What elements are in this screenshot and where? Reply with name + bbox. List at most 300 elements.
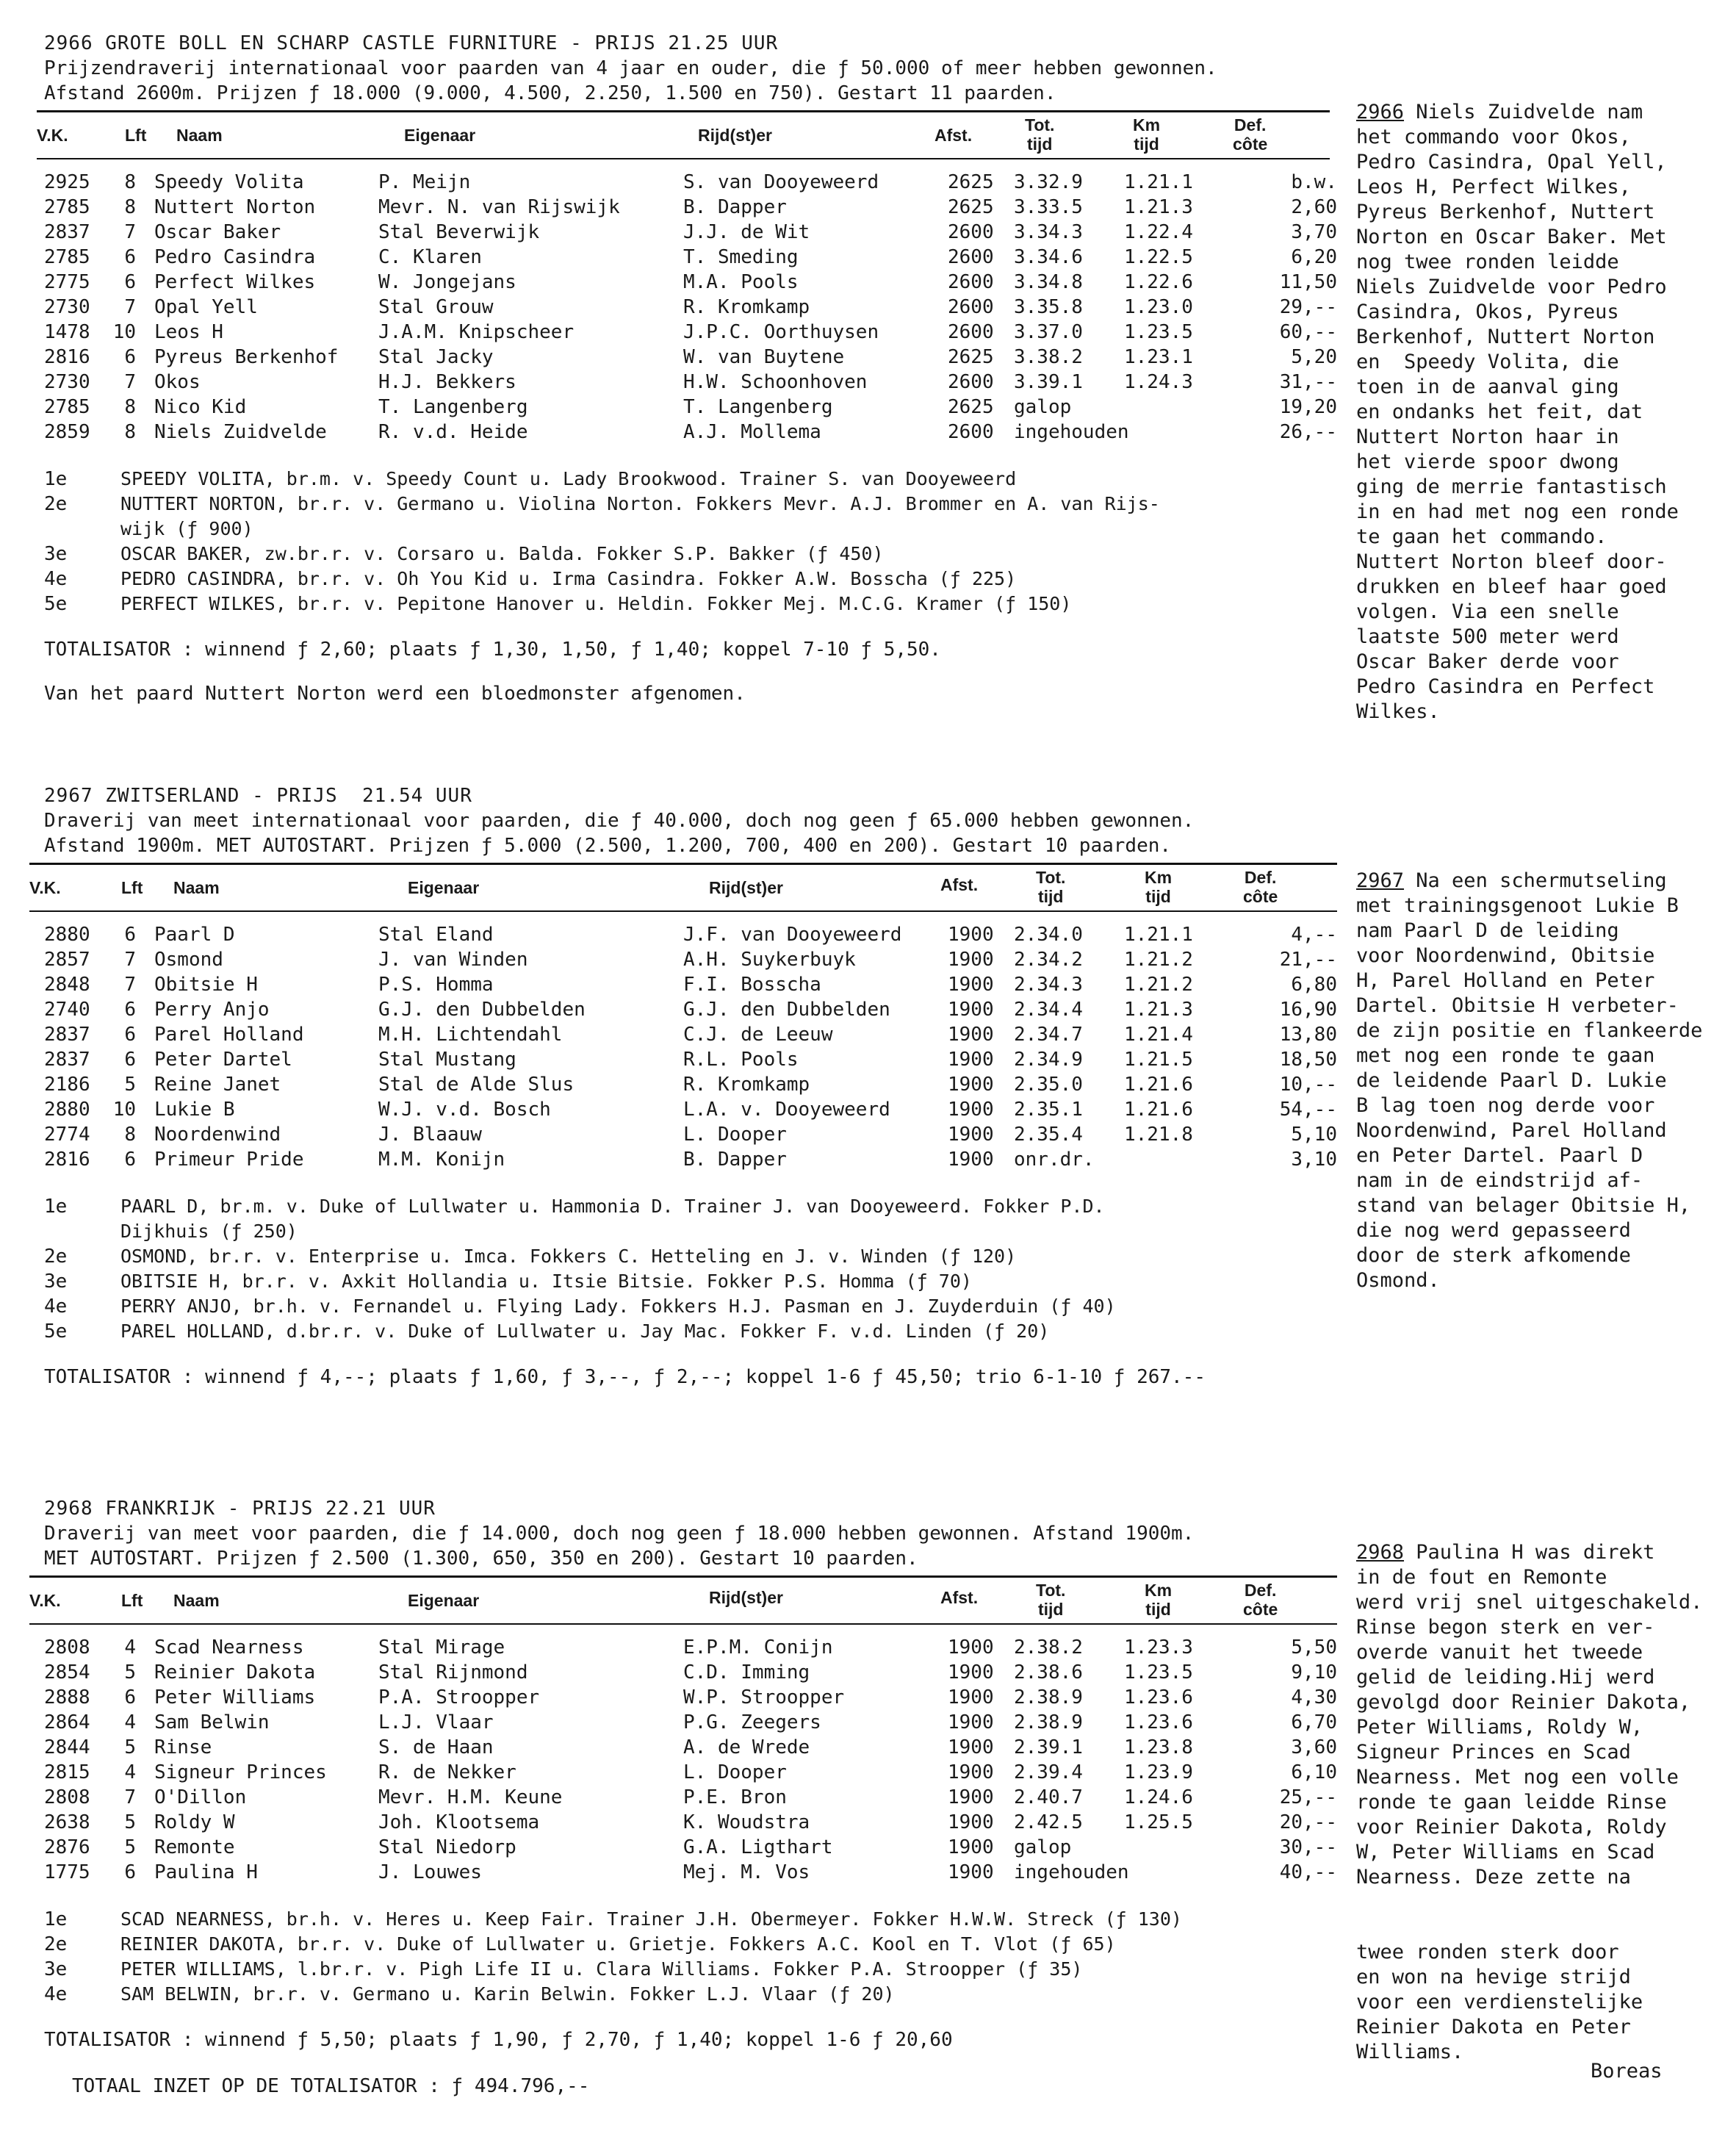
signature: Boreas (1591, 2060, 1663, 2083)
col-def-cote: Def. côte (1233, 115, 1268, 154)
cell-km-tijd: 1.23.6 (1124, 1711, 1193, 1733)
placing-text: PAREL HOLLAND, d.br.r. v. Duke of Lullwater u. Jay Mac. Fokker F. v.d. Linden (ƒ 20) (120, 1320, 1050, 1342)
table-row (44, 1785, 1352, 1810)
cell-def-cote: 10,-- (1279, 1074, 1337, 1096)
cell-vk: 2837 (44, 1049, 90, 1071)
race-note: Van het paard Nuttert Norton werd een bloedmonster afgenomen. (44, 683, 746, 705)
race-conditions: Draverij van meet internationaal voor paarden, die ƒ 40.000, doch nog geen ƒ 65.000 hebben gewonnen. Afstand 1900m. MET AUTOSTART. Prijzen ƒ 5.000 (2.500, 1.200, 700, 400 en 200). Gestart 10 paarden. (44, 810, 1195, 857)
cell-rijder: R.L. Pools (683, 1049, 799, 1071)
commentary-line: in de fout en Remonte (1356, 1566, 1607, 1589)
commentary-line: Peter Williams, Roldy W, (1356, 1716, 1643, 1739)
cell-vk: 2815 (44, 1761, 90, 1783)
cell-eigenaar: Stal Rijnmond (378, 1661, 528, 1684)
cell-rijder: H.W. Schoonhoven (683, 371, 868, 393)
cell-tot-tijd: 2.42.5 (1014, 1811, 1083, 1833)
cell-km-tijd: 1.21.1 (1124, 171, 1193, 193)
cell-rijder: T. Smeding (683, 246, 799, 268)
cell-def-cote: 5,10 (1291, 1124, 1337, 1146)
cell-afst: 1900 (948, 1736, 994, 1758)
commentary-line: Pedro Casindra, Opal Yell, (1356, 151, 1667, 173)
placing-row (44, 1294, 1352, 1319)
cell-afst: 1900 (948, 1636, 994, 1659)
commentary-line: twee ronden sterk door (1356, 1941, 1619, 1963)
cell-km-tijd: 1.23.5 (1124, 321, 1193, 343)
cell-eigenaar: M.M. Konijn (378, 1149, 505, 1171)
col-tot-tijd: Tot. tijd (1036, 868, 1066, 906)
results-table (44, 922, 1352, 1172)
cell-vk: 2730 (44, 371, 90, 393)
cell-tot-tijd: 2.34.2 (1014, 949, 1083, 971)
cell-rijder: E.P.M. Conijn (683, 1636, 833, 1659)
cell-def-cote: 6,70 (1291, 1711, 1337, 1733)
commentary-line: Reinier Dakota en Peter (1356, 2016, 1631, 2038)
cell-lft: 8 (124, 1124, 136, 1146)
commentary-line: gevolgd door Reinier Dakota, (1356, 1691, 1691, 1714)
cell-naam: Peter Dartel (154, 1049, 292, 1071)
cell-vk: 2638 (44, 1811, 90, 1833)
cell-lft: 7 (124, 296, 136, 318)
commentary-line: Casindra, Okos, Pyreus (1356, 301, 1619, 323)
commentary-line: toen in de aanval ging (1356, 375, 1619, 398)
placing-row (44, 567, 1352, 592)
cell-eigenaar: Stal Eland (378, 924, 494, 946)
placing-text: PAARL D, br.m. v. Duke of Lullwater u. Hammonia D. Trainer J. van Dooyeweerd. Fokker P.D. Dijkhuis (ƒ 250) (120, 1196, 1105, 1242)
cell-naam: Remonte (154, 1836, 235, 1858)
cell-vk: 2837 (44, 221, 90, 243)
cell-lft: 6 (124, 346, 136, 368)
cell-km-tijd: 1.23.0 (1124, 296, 1193, 318)
cell-km-tijd: 1.23.3 (1124, 1636, 1193, 1659)
cell-eigenaar: J. van Winden (378, 949, 528, 971)
cell-eigenaar: Stal Beverwijk (378, 221, 540, 243)
cell-rijder: C.D. Imming (683, 1661, 810, 1684)
race-title: 2967 ZWITSERLAND - PRIJS 21.54 UUR (44, 785, 472, 807)
table-row (44, 270, 1352, 295)
cell-rijder: G.A. Ligthart (683, 1836, 833, 1858)
cell-vk: 2925 (44, 171, 90, 193)
cell-rijder: R. Kromkamp (683, 296, 810, 318)
cell-afst: 2600 (948, 271, 994, 293)
cell-def-cote: 19,20 (1279, 396, 1337, 418)
cell-vk: 2888 (44, 1686, 90, 1708)
cell-rijder: S. van Dooyeweerd (683, 171, 879, 193)
placing-text: PERRY ANJO, br.h. v. Fernandel u. Flying Lady. Fokkers H.J. Pasman en J. Zuyderduin (ƒ 40) (120, 1296, 1116, 1317)
cell-eigenaar: W.J. v.d. Bosch (378, 1099, 551, 1121)
cell-rijder: L. Dooper (683, 1761, 787, 1783)
cell-eigenaar: Mevr. N. van Rijswijk (378, 196, 620, 218)
col-eigenaar: Eigenaar (404, 126, 476, 145)
table-row (44, 420, 1352, 445)
cell-lft: 8 (124, 421, 136, 443)
race-title: 2968 FRANKRIJK - PRIJS 22.21 UUR (44, 1498, 436, 1520)
cell-lft: 6 (124, 271, 136, 293)
cell-rijder: W.P. Stroopper (683, 1686, 845, 1708)
cell-def-cote: 4,30 (1291, 1686, 1337, 1708)
commentary-line: volgen. Via een snelle (1356, 600, 1619, 623)
placings (44, 1907, 1352, 2007)
cell-rijder: J.F. van Dooyeweerd (683, 924, 902, 946)
table-row (44, 170, 1352, 195)
placing-text: PERFECT WILKES, br.r. v. Pepitone Hanover u. Heldin. Fokker Mej. M.C.G. Kramer (ƒ 150) (120, 593, 1072, 614)
cell-def-cote: 29,-- (1279, 296, 1337, 318)
placing-row (44, 1194, 1352, 1244)
cell-naam: Sam Belwin (154, 1711, 270, 1733)
cell-naam: Perry Anjo (154, 999, 270, 1021)
commentary-line: Wilkes. (1356, 700, 1440, 723)
cell-vk: 2808 (44, 1636, 90, 1659)
commentary-text: Niels Zuidvelde nam (1404, 101, 1643, 123)
table-header (29, 1575, 1337, 1625)
col-naam: Naam (176, 126, 223, 145)
cell-lft: 10 (112, 1099, 136, 1121)
cell-lft: 6 (124, 1049, 136, 1071)
cell-def-cote: 25,-- (1279, 1786, 1337, 1808)
cell-afst: 2600 (948, 246, 994, 268)
commentary-2968-cont (1356, 1940, 1724, 2065)
placing-row (44, 1319, 1352, 1344)
cell-km-tijd: 1.23.5 (1124, 1661, 1193, 1684)
table-row (44, 997, 1352, 1022)
table-row (44, 295, 1352, 320)
cell-rijder: L.A. v. Dooyeweerd (683, 1099, 890, 1121)
commentary-line: in en had met nog een ronde (1356, 500, 1679, 523)
race-number: 2967 (1356, 869, 1405, 892)
cell-km-tijd: 1.21.2 (1124, 974, 1193, 996)
cell-rijder: B. Dapper (683, 1149, 787, 1171)
placing-rank: 1e (44, 1908, 68, 1930)
cell-vk: 1478 (44, 321, 90, 343)
cell-tot-tijd: ingehouden (1014, 421, 1129, 443)
cell-naam: Primeur Pride (154, 1149, 304, 1171)
commentary-line: Rinse begon sterk en ver- (1356, 1616, 1655, 1639)
cell-def-cote: 6,80 (1291, 974, 1337, 996)
cell-vk: 2740 (44, 999, 90, 1021)
commentary-line: Williams. (1356, 2041, 1464, 2063)
commentary-first-line (1356, 869, 1724, 894)
cell-tot-tijd: 2.34.4 (1014, 999, 1083, 1021)
cell-naam: Opal Yell (154, 296, 258, 318)
cell-tot-tijd: 3.32.9 (1014, 171, 1083, 193)
table-row (44, 1147, 1352, 1172)
commentary-line: het commando voor Okos, (1356, 126, 1631, 148)
col-tot-tijd: Tot. tijd (1036, 1581, 1066, 1619)
table-row (44, 1635, 1352, 1660)
cell-tot-tijd: onr.dr. (1014, 1149, 1095, 1171)
col-vk: V.K. (29, 1591, 61, 1610)
race-2968 (29, 1496, 1352, 2052)
col-rijder: Rijd(st)er (709, 878, 783, 897)
cell-km-tijd: 1.21.3 (1124, 999, 1193, 1021)
commentary-2968 (1356, 1540, 1724, 1890)
cell-eigenaar: Stal de Alde Slus (378, 1074, 575, 1096)
commentary-line: die nog werd gepasseerd (1356, 1219, 1631, 1242)
placing-text: PEDRO CASINDRA, br.r. v. Oh You Kid u. Irma Casindra. Fokker A.W. Bosscha (ƒ 225) (120, 568, 1017, 589)
cell-tot-tijd: 3.34.8 (1014, 271, 1083, 293)
cell-rijder: W. van Buytene (683, 346, 845, 368)
placing-text: REINIER DAKOTA, br.r. v. Duke of Lullwater u. Grietje. Fokkers A.C. Kool en T. Vlot (ƒ 65) (120, 1933, 1116, 1955)
cell-afst: 2625 (948, 346, 994, 368)
placing-rank: 3e (44, 543, 68, 565)
cell-rijder: P.G. Zeegers (683, 1711, 821, 1733)
cell-lft: 5 (124, 1736, 136, 1758)
cell-tot-tijd: galop (1014, 396, 1072, 418)
commentary-line: stand van belager Obitsie H, (1356, 1194, 1691, 1217)
cell-eigenaar: J. Louwes (378, 1861, 482, 1883)
placings (44, 1194, 1352, 1344)
results-table (44, 1635, 1352, 1885)
cell-eigenaar: Joh. Klootsema (378, 1811, 540, 1833)
table-row (44, 947, 1352, 972)
cell-afst: 1900 (948, 924, 994, 946)
cell-lft: 6 (124, 924, 136, 946)
cell-naam: Peter Williams (154, 1686, 316, 1708)
cell-tot-tijd: galop (1014, 1836, 1072, 1858)
cell-lft: 6 (124, 999, 136, 1021)
cell-tot-tijd: 3.39.1 (1014, 371, 1083, 393)
table-row (44, 1660, 1352, 1685)
commentary-line: Pedro Casindra en Perfect (1356, 675, 1655, 698)
col-lft: Lft (121, 1591, 143, 1610)
cell-lft: 4 (124, 1711, 136, 1733)
cell-eigenaar: P. Meijn (378, 171, 471, 193)
cell-vk: 2837 (44, 1024, 90, 1046)
cell-naam: Obitsie H (154, 974, 258, 996)
cell-naam: O'Dillon (154, 1786, 247, 1808)
cell-def-cote: 13,80 (1279, 1024, 1337, 1046)
cell-afst: 1900 (948, 1149, 994, 1171)
cell-afst: 1900 (948, 1049, 994, 1071)
cell-eigenaar: R. de Nekker (378, 1761, 516, 1783)
cell-vk: 2785 (44, 196, 90, 218)
commentary-line: W, Peter Williams en Scad (1356, 1841, 1655, 1864)
cell-naam: Okos (154, 371, 201, 393)
commentary-line: Nearness. Deze zette na (1356, 1866, 1631, 1889)
commentary-first-line (1356, 100, 1724, 125)
table-row (44, 1810, 1352, 1835)
cell-rijder: R. Kromkamp (683, 1074, 810, 1096)
cell-afst: 1900 (948, 1836, 994, 1858)
col-lft: Lft (121, 878, 143, 897)
cell-naam: Scad Nearness (154, 1636, 304, 1659)
commentary-line: Oscar Baker derde voor (1356, 650, 1619, 673)
cell-eigenaar: Stal Jacky (378, 346, 494, 368)
cell-km-tijd: 1.21.6 (1124, 1074, 1193, 1096)
totalisator: TOTALISATOR : winnend ƒ 4,--; plaats ƒ 1,60, ƒ 3,--, ƒ 2,--; koppel 1-6 ƒ 45,50; trio 6-1-10 ƒ 267.-- (44, 1366, 1206, 1388)
cell-km-tijd: 1.25.5 (1124, 1811, 1193, 1833)
table-row (44, 922, 1352, 947)
col-rijder: Rijd(st)er (709, 1588, 783, 1607)
cell-def-cote: 16,90 (1279, 999, 1337, 1021)
commentary-line: ging de merrie fantastisch (1356, 475, 1667, 498)
race-conditions: Prijzendraverij internationaal voor paarden van 4 jaar en ouder, die ƒ 50.000 of meer hebben gewonnen. Afstand 2600m. Prijzen ƒ 18.000 (9.000, 4.500, 2.250, 1.500 en 750). Gestart 11 paarden. (44, 57, 1217, 104)
placing-rank: 4e (44, 568, 68, 590)
cell-naam: Pedro Casindra (154, 246, 316, 268)
cell-km-tijd: 1.21.2 (1124, 949, 1193, 971)
results-table (44, 170, 1352, 445)
cell-vk: 2186 (44, 1074, 90, 1096)
col-naam: Naam (173, 1591, 220, 1610)
commentary-2966 (1356, 100, 1724, 725)
cell-eigenaar: P.A. Stroopper (378, 1686, 540, 1708)
cell-lft: 6 (124, 1149, 136, 1171)
totalisator: TOTALISATOR : winnend ƒ 5,50; plaats ƒ 1,90, ƒ 2,70, ƒ 1,40; koppel 1-6 ƒ 20,60 (44, 2029, 953, 2051)
cell-naam: Osmond (154, 949, 223, 971)
commentary-line: Nuttert Norton bleef door- (1356, 550, 1667, 573)
col-lft: Lft (125, 126, 147, 145)
cell-naam: Rinse (154, 1736, 212, 1758)
commentary-text: Paulina H was direkt (1404, 1541, 1655, 1564)
cell-rijder: C.J. de Leeuw (683, 1024, 833, 1046)
cell-tot-tijd: 2.35.4 (1014, 1124, 1083, 1146)
cell-naam: Niels Zuidvelde (154, 421, 327, 443)
commentary-line: B lag toen nog derde voor (1356, 1094, 1655, 1117)
cell-def-cote: 40,-- (1279, 1861, 1337, 1883)
placing-text: SCAD NEARNESS, br.h. v. Heres u. Keep Fair. Trainer J.H. Obermeyer. Fokker H.W.W. Streck (ƒ 130) (120, 1908, 1182, 1930)
cell-naam: Signeur Princes (154, 1761, 327, 1783)
commentary-line: voor Reinier Dakota, Roldy (1356, 1816, 1667, 1839)
cell-vk: 2730 (44, 296, 90, 318)
cell-def-cote: 26,-- (1279, 421, 1337, 443)
commentary-line: Nuttert Norton haar in (1356, 425, 1619, 448)
commentary-line: en Peter Dartel. Paarl D (1356, 1144, 1643, 1167)
cell-tot-tijd: 2.34.9 (1014, 1049, 1083, 1071)
cell-tot-tijd: 3.35.8 (1014, 296, 1083, 318)
cell-lft: 6 (124, 1686, 136, 1708)
cell-rijder: J.P.C. Oorthuysen (683, 321, 879, 343)
cell-km-tijd: 1.22.5 (1124, 246, 1193, 268)
cell-rijder: L. Dooper (683, 1124, 787, 1146)
placing-text: NUTTERT NORTON, br.r. v. Germano u. Violina Norton. Fokkers Mevr. A.J. Brommer en A. van Rijs- wijk (ƒ 900) (120, 493, 1160, 539)
table-row (44, 1097, 1352, 1122)
cell-naam: Oscar Baker (154, 221, 281, 243)
cell-vk: 2848 (44, 974, 90, 996)
placing-row (44, 1244, 1352, 1269)
cell-afst: 2600 (948, 371, 994, 393)
cell-def-cote: 54,-- (1279, 1099, 1337, 1121)
cell-rijder: A. de Wrede (683, 1736, 810, 1758)
placing-row (44, 1269, 1352, 1294)
placing-row (44, 467, 1352, 492)
commentary-line: Pyreus Berkenhof, Nuttert (1356, 201, 1655, 223)
cell-naam: Lukie B (154, 1099, 235, 1121)
cell-rijder: Mej. M. Vos (683, 1861, 810, 1883)
col-naam: Naam (173, 878, 220, 897)
col-afst: Afst. (940, 1588, 979, 1607)
col-afst: Afst. (934, 126, 973, 145)
cell-afst: 2600 (948, 421, 994, 443)
cell-tot-tijd: 2.34.0 (1014, 924, 1083, 946)
table-row (44, 1860, 1352, 1885)
commentary-line: H, Parel Holland en Peter (1356, 969, 1655, 992)
cell-km-tijd: 1.23.8 (1124, 1736, 1193, 1758)
cell-km-tijd: 1.21.4 (1124, 1024, 1193, 1046)
commentary-line: drukken en bleef haar goed (1356, 575, 1667, 598)
cell-naam: Roldy W (154, 1811, 235, 1833)
cell-def-cote: 11,50 (1279, 271, 1337, 293)
cell-tot-tijd: 3.38.2 (1014, 346, 1083, 368)
cell-km-tijd: 1.24.6 (1124, 1786, 1193, 1808)
col-eigenaar: Eigenaar (408, 1591, 480, 1610)
cell-tot-tijd: 2.38.9 (1014, 1711, 1083, 1733)
cell-vk: 2816 (44, 346, 90, 368)
cell-eigenaar: H.J. Bekkers (378, 371, 516, 393)
cell-rijder: P.E. Bron (683, 1786, 787, 1808)
race-2966 (37, 31, 1352, 706)
placing-row (44, 592, 1352, 617)
cell-lft: 7 (124, 1786, 136, 1808)
commentary-line: nam in de eindstrijd af- (1356, 1169, 1643, 1192)
cell-afst: 2600 (948, 296, 994, 318)
cell-km-tijd: 1.23.9 (1124, 1761, 1193, 1783)
cell-lft: 10 (112, 321, 136, 343)
cell-afst: 1900 (948, 1861, 994, 1883)
cell-def-cote: 6,20 (1291, 246, 1337, 268)
cell-afst: 1900 (948, 1761, 994, 1783)
cell-afst: 1900 (948, 1711, 994, 1733)
cell-vk: 2785 (44, 396, 90, 418)
cell-km-tijd: 1.21.6 (1124, 1099, 1193, 1121)
placing-rank: 1e (44, 1196, 68, 1218)
commentary-line: Niels Zuidvelde voor Pedro (1356, 276, 1667, 298)
cell-km-tijd: 1.22.4 (1124, 221, 1193, 243)
table-row (44, 1122, 1352, 1147)
commentary-line: de leidende Paarl D. Lukie (1356, 1069, 1667, 1092)
cell-tot-tijd: ingehouden (1014, 1861, 1129, 1883)
cell-rijder: A.H. Suykerbuyk (683, 949, 856, 971)
cell-lft: 5 (124, 1074, 136, 1096)
cell-tot-tijd: 2.38.9 (1014, 1686, 1083, 1708)
commentary-text: Na een schermutseling (1404, 869, 1667, 892)
cell-naam: Reinier Dakota (154, 1661, 316, 1684)
col-km-tijd: Km tijd (1145, 868, 1173, 906)
cell-afst: 1900 (948, 1124, 994, 1146)
table-row (44, 195, 1352, 220)
table-row (44, 1735, 1352, 1760)
cell-tot-tijd: 3.37.0 (1014, 321, 1083, 343)
table-row (44, 1710, 1352, 1735)
cell-lft: 5 (124, 1811, 136, 1833)
cell-eigenaar: Stal Mustang (378, 1049, 516, 1071)
cell-vk: 2876 (44, 1836, 90, 1858)
commentary-line: Berkenhof, Nuttert Norton (1356, 326, 1655, 348)
commentary-line: overde vanuit het tweede (1356, 1641, 1643, 1664)
table-row (44, 1760, 1352, 1785)
race-2967 (29, 783, 1352, 1390)
commentary-line: laatste 500 meter werd (1356, 625, 1619, 648)
cell-def-cote: 6,10 (1291, 1761, 1337, 1783)
totalisator: TOTALISATOR : winnend ƒ 2,60; plaats ƒ 1,30, 1,50, ƒ 1,40; koppel 7-10 ƒ 5,50. (44, 639, 941, 661)
cell-tot-tijd: 2.39.4 (1014, 1761, 1083, 1783)
commentary-line: te gaan het commando. (1356, 525, 1607, 548)
cell-lft: 7 (124, 371, 136, 393)
cell-tot-tijd: 2.35.0 (1014, 1074, 1083, 1096)
cell-lft: 8 (124, 396, 136, 418)
cell-lft: 7 (124, 221, 136, 243)
cell-km-tijd: 1.23.6 (1124, 1686, 1193, 1708)
col-def-cote: Def. côte (1243, 1581, 1278, 1619)
cell-tot-tijd: 3.33.5 (1014, 196, 1083, 218)
placing-rank: 2e (44, 493, 68, 515)
cell-eigenaar: G.J. den Dubbelden (378, 999, 586, 1021)
cell-naam: Paulina H (154, 1861, 258, 1883)
cell-def-cote: 18,50 (1279, 1049, 1337, 1071)
cell-lft: 8 (124, 196, 136, 218)
col-eigenaar: Eigenaar (408, 878, 480, 897)
cell-def-cote: 30,-- (1279, 1836, 1337, 1858)
col-rijder: Rijd(st)er (698, 126, 772, 145)
cell-rijder: F.I. Bosscha (683, 974, 821, 996)
cell-lft: 7 (124, 949, 136, 971)
